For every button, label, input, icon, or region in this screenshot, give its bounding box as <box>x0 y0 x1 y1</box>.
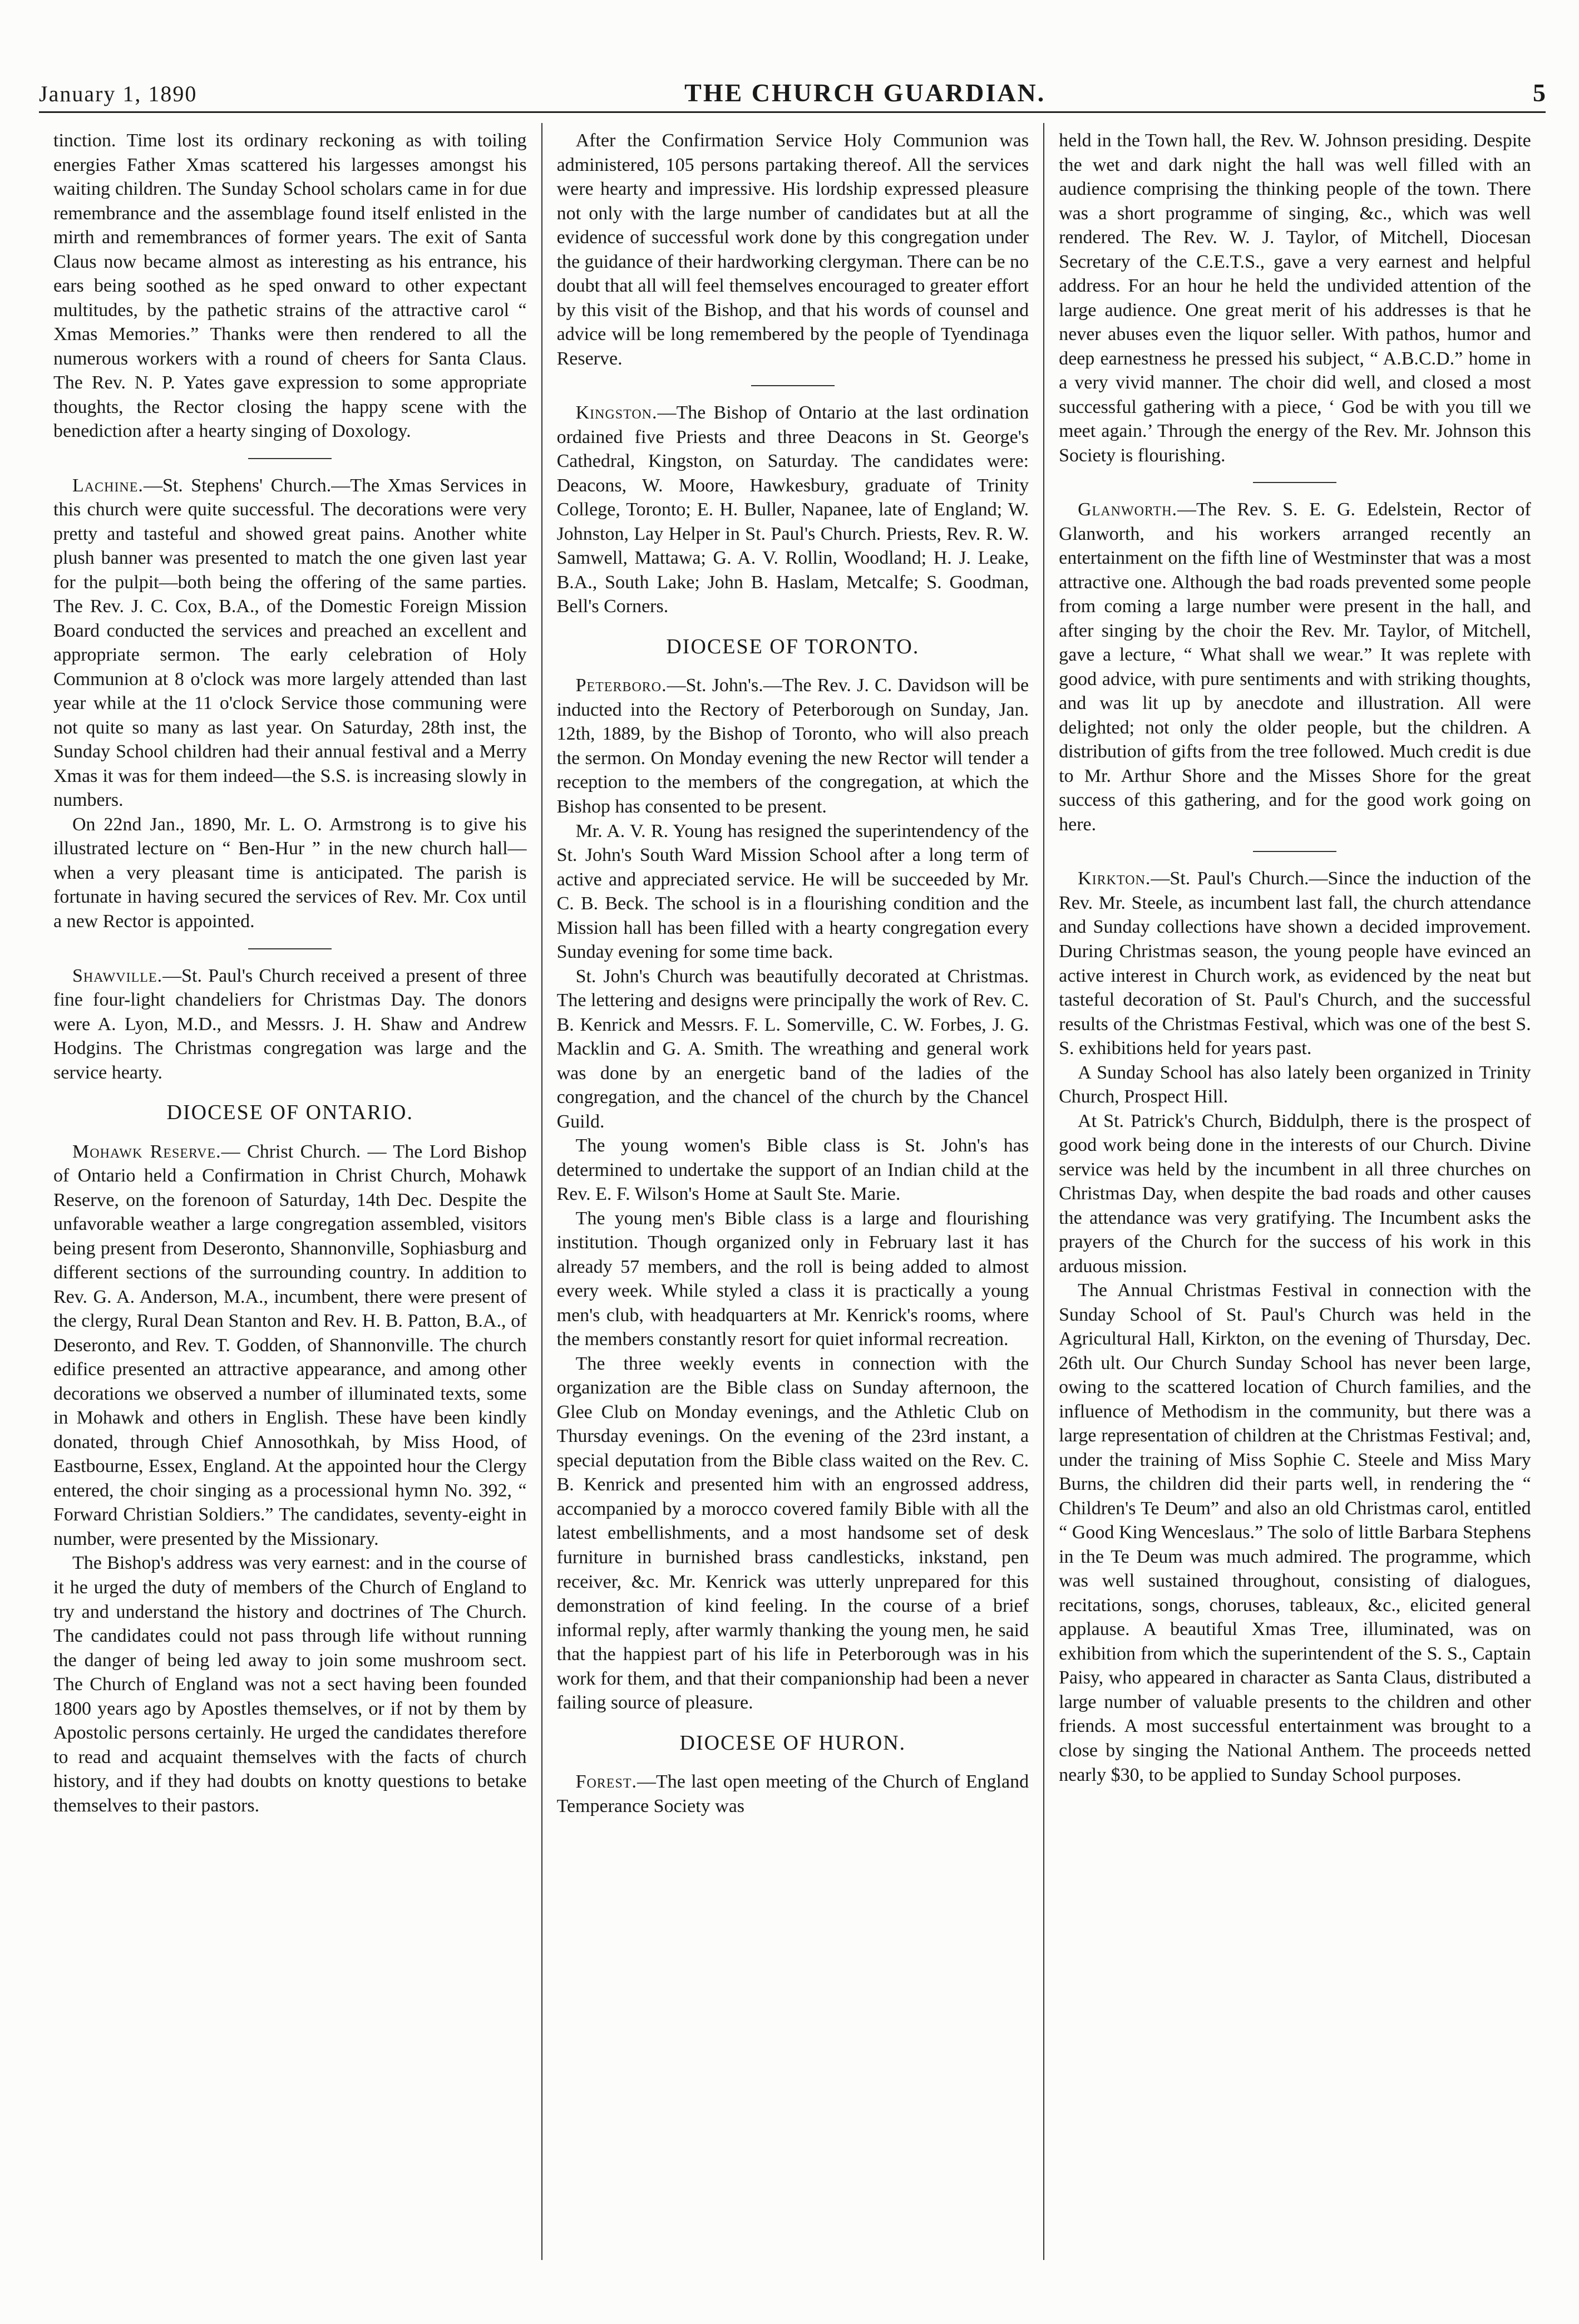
paragraph: The three weekly events in connection with the organization are the Bible class on Sunday afternoon, the Glee Club on Monday evenings, and the Athletic Club on Thursday evenings. On the evening of the 23rd instant, a special deputation from the Bible class waited on the Rev. C. B. Kenrick and presented him with an engrossed address, accompanied by a morocco covered family Bible with all the latest embellishments, and a most handsome set of desk furniture in burnished brass candlesticks, inkstand, pen receiver, &c. Mr. Kenrick was utterly unprepared for this demonstration of kind feeling. In the course of a brief informal reply, after warmly thanking the young men, he said that the happiest part of his life in Peterborough was in his work for them, and that their companionship had been a never failing source of pleasure. <box>556 1353 1029 1714</box>
article-glanworth <box>1059 498 1531 836</box>
column-3 <box>1043 123 1546 2260</box>
paragraph: The young men's Bible class is a large and flourishing institution. Though organized only in February last it has already 57 members, and the roll is being added to almost every week. While styled a class it is practically a young men's club, with headquarters at Mr. Kenrick's rooms, where the members constantly resort for quiet informal recreation. <box>556 1208 1029 1350</box>
article-text: —The Rev. S. E. G. Edelstein, Rector of Glanworth, and his workers arranged recently an entertainment on the fifth line of Westminster that was a most attractive one. Although the bad roads prevented some people from coming a large number were present in the hall, and after singing by the choir the Rev. Mr. Taylor, of Mitchell, gave a lecture, “ What shall we wear.” It was replete with good advice, with pure sentiments and with striking thoughts, and was lit up by anecdote and illustration. All were delighted; not only the older people, but the children. A distribution of gifts from the tree followed. Much credit is due to Mr. Arthur Shore and the Misses Shore for the great success of this gathering, and for the good work going on here. <box>1059 499 1531 835</box>
paragraph: The Annual Christmas Festival in connection with the Sunday School of St. Paul's Church was held in the Agricultural Hall, Kirkton, on the evening of Thursday, Dec. 26th ult. Our Church Sunday School has never been large, owing to the scattered location of Church families, and the influence of Methodism in the community, but there was a large representation of children at the Christmas Festival; and, under the training of Miss Sophie C. Steele and Miss Mary Burns, the children did their parts well, in rendering the “ Children's Te Deum” and also an old Christmas carol, entitled “ Good King Wenceslaus.” The solo of little Barbara Stephens in the Te Deum was much admired. The programme, which was well sustained throughout, consisting of dialogues, recitations, songs, choruses, tableaux, &c., elicited general applause. A beautiful Xmas Tree, illuminated, was on exhibition from which the superintendent of the S. S., Captain Paisy, who appeared in character as Santa Claus, distributed a large number of valuable presents to the children and other friends. A most successful entertainment was brought to a close by singing the National Anthem. The proceeds netted nearly $30, to be applied to Sunday School purposes. <box>1059 1280 1531 1785</box>
paragraph: After the Confirmation Service Holy Communion was administered, 105 persons partaking thereof. All the services were hearty and impressive. His lordship expressed pleasure not only with the large number of candidates but at all the evidence of successful work done by this congregation under the guidance of their hardworking clergyman. There can be no doubt that all will feel themselves encouraged to greater effort by this visit of the Bishop, and that his words of counsel and advice will be long remembered by the people of Tyendinaga Reserve. <box>556 130 1029 369</box>
article-text: —St. Stephens' Church.—The Xmas Services in this church were quite successful. The decorations were very pretty and tasteful and showed great pains. Another white plush banner was presented to match the one given last year for the pulpit—both being the offering of the same parties. The Rev. J. C. Cox, B.A., of the Domestic Foreign Mission Board conducted the services and preached an excellent and appropriate sermon. The early celebration of Holy Communion at 8 o'clock was more largely attended than last year while at the 11 o'clock Service those communing were not quite so many as last year. On Saturday, 28th inst, the Sunday School children had their annual festival and a Merry Xmas it was for them indeed—the S.S. is increasing slowly in numbers. <box>53 475 527 811</box>
section-heading: DIOCESE OF ONTARIO. <box>166 1101 414 1125</box>
place-name: Kirkton. <box>1078 868 1151 889</box>
paragraph: St. John's Church was beautifully decorated at Christmas. The lettering and designs were principally the work of Rev. C. B. Kenrick and Messrs. F. L. Somerville, C. W. Forbes, J. G. Macklin and G. A. Smith. The wreathing and general work was done by an energetic band of the ladies of the congregation, and the chancel of the church by the Chancel Guild. <box>556 966 1029 1132</box>
issue-date: January 1, 1890 <box>39 81 198 106</box>
place-name: Forest. <box>575 1771 637 1793</box>
paragraph: The Bishop's address was very earnest: and in the course of it he urged the duty of members of the Church of England to try and understand the history and doctrines of The Church. The candidates could not pass through life without running the danger of being led away to join some mushroom sect. The Church of England was not a sect having been founded 1800 years ago by Apostles themselves, or if not by them by Apostolic persons certainly. He urged the candidates therefore to read and acquaint themselves with the facts of church history, and if they had doubts on knotty questions to betake themselves to their pastors. <box>53 1553 527 1816</box>
section-heading: DIOCESE OF HURON. <box>679 1731 906 1755</box>
article-text: —St. Paul's Church.—Since the induction of the Rev. Mr. Steele, as incumbent last fall, the church attendance and Sunday collections have shown a decided improvement. During Christmas season, the young people have evinced an active interest in Church work, as evidenced by the neat but tasteful decoration of St. Paul's Church, and the successful results of the Christmas Festival, which was one of the best S. S. exhibitions held for years past. <box>1059 868 1531 1059</box>
article-text: —The Bishop of Ontario at the last ordination ordained five Priests and three Deacons in St. George's Cathedral, Kingston, on Saturday. The candidates were: Deacons, W. Moore, Hawkesbury, graduate of Trinity College, Toronto; E. H. Buller, Napanee, late of England; W. Johnston, Lay Helper in St. Paul's Church. Priests, Rev. R. W. Samwell, Mattawa; G. A. V. Rollin, Woodland; H. J. Leake, B.A., South Lake; John B. Haslam, Metcalfe; S. Goodman, Bell's Corners. <box>556 402 1029 617</box>
article-text: —St. John's.—The Rev. J. C. Davidson will be inducted into the Rectory of Peterborough on Sunday, Jan. 12th, 1889, by the Bishop of Toronto, who will also preach the sermon. On Monday evening the new Rector will tender a reception to the members of the congregation, at which the Bishop has consented to be present. <box>556 675 1029 817</box>
place-name: Lachine. <box>72 475 144 496</box>
article-text: —The last open meeting of the Church of England Temperance Society was <box>556 1771 1029 1816</box>
divider <box>751 385 835 386</box>
divider <box>1253 851 1336 852</box>
paragraph: A Sunday School has also lately been organized in Trinity Church, Prospect Hill. <box>1059 1062 1531 1107</box>
divider <box>1253 482 1336 483</box>
column-1 <box>39 123 541 2260</box>
paragraph: On 22nd Jan., 1890, Mr. L. O. Armstrong is to give his illustrated lecture on “ Ben-Hur ” in the new church hall—when a very pleasant time is anticipated. The parish is fortunate in having secured the services of Rev. Mr. Cox until a new Rector is appointed. <box>53 814 527 932</box>
article-kingston <box>557 401 1029 619</box>
text-columns <box>39 123 1546 2260</box>
article-kirkton <box>1059 866 1531 1060</box>
divider <box>248 458 332 459</box>
place-name: Kingston. <box>575 402 658 424</box>
place-name: Mohawk Reserve. <box>72 1141 221 1162</box>
article-text: — Christ Church. — The Lord Bishop of Ontario held a Confirmation in Christ Church, Mohawk Reserve, on the forenoon of Saturday, 14th Dec. Despite the unfavorable weather a large congregation assembled, visitors being present from Deseronto, Shannonville, Sophiasburg and different sections of the surrounding country. In addition to Rev. G. A. Anderson, M.A., incumbent, there were present of the clergy, Rural Dean Stanton and Rev. H. B. Patton, B.A., of Deseronto, and Rev. T. Godden, of Shannonville. The church edifice presented an attractive appearance, and among other decorations we observed a number of illuminated texts, some in Mohawk and others in English. These have been kindly donated, through Chief Annosothkah, by Miss Hood, of Eastbourne, Essex, England. At the appointed hour the Clergy entered, the choir singing as a processional hymn No. 392, “ Forward Christian Soldiers.” The candidates, seventy-eight in number, were presented by the Missionary. <box>53 1141 527 1549</box>
paragraph: held in the Town hall, the Rev. W. Johnson presiding. Despite the wet and dark night the hall was well filled with an audience comprising the thinking people of the town. There was a short programme of singing, &c., which was well rendered. The Rev. W. J. Taylor, of Mitchell, Diocesan Secretary of the C.E.T.S., gave a very earnest and helpful address. For an hour he held the undivided attention of the large audience. One great merit of his addresses is that he never abuses even the liquor seller. With pathos, humor and deep earnestness he pressed his subject, “ A.B.C.D.” home in a very vivid manner. The choir did well, and closed a most successful gathering with a piece, ‘ God be with you till we meet again.’ Through the energy of the Rev. Mr. Johnson this Society is flourishing. <box>1059 130 1531 466</box>
masthead-title: THE CHURCH GUARDIAN. <box>684 78 1046 107</box>
page-number: 5 <box>1533 78 1546 107</box>
place-name: Glanworth. <box>1078 499 1178 520</box>
section-heading: DIOCESE OF TORONTO. <box>666 634 920 658</box>
article-peterboro <box>557 673 1029 819</box>
article-forest <box>557 1770 1029 1818</box>
paragraph: Mr. A. V. R. Young has resigned the superintendency of the St. John's South Ward Mission School after a long term of active and appreciated service. He will be succeeded by Mr. C. B. Beck. The school is in a flourishing condition and the Mission hall has been filled with a hearty congregation every Sunday evening for some time back. <box>556 820 1029 963</box>
paragraph: tinction. Time lost its ordinary reckoning as with toiling energies Father Xmas scattered his largesses amongst his waiting children. The Sunday School scholars came in for due remembrance and the assemblage found itself enlisted in the mirth and remembrances of former years. The exit of Santa Claus now became almost as interesting as his entrance, his ears being soothed as he sped onward to other expectant multitudes, by the pathetic strains of the attractive carol “ Xmas Memories.” Thanks were then rendered to all the numerous workers with a round of cheers for Santa Claus. The Rev. N. P. Yates gave expression to some appropriate thoughts, the Rector closing the happy scene with the benediction after a hearty singing of Doxology. <box>53 130 527 442</box>
page-header <box>39 78 1546 113</box>
place-name: Shawville. <box>72 965 163 986</box>
paragraph: The young women's Bible class is St. John's has determined to undertake the support of an Indian child at the Rev. E. F. Wilson's Home at Sault Ste. Marie. <box>556 1135 1029 1205</box>
divider <box>248 948 332 949</box>
article-mohawk <box>53 1140 527 1552</box>
article-text: —St. Paul's Church received a present of three fine four-light chandeliers for Christmas Day. The donors were A. Lyon, M.D., and Messrs. J. H. Shaw and Andrew Hodgins. The Christmas congregation was large and the service hearty. <box>53 965 527 1083</box>
paragraph: At St. Patrick's Church, Biddulph, there is the prospect of good work being done in the interests of our Church. Divine service was held by the incumbent in all three churches on Christmas Day, when despite the bad roads and other causes the attendance was very gratifying. The Incumbent asks the prayers of the Church for the success of his work in this arduous mission. <box>1059 1110 1531 1277</box>
place-name: Peterboro. <box>575 675 667 696</box>
article-shawville <box>53 964 527 1085</box>
article-lachine <box>53 474 527 813</box>
column-2 <box>541 123 1044 2260</box>
